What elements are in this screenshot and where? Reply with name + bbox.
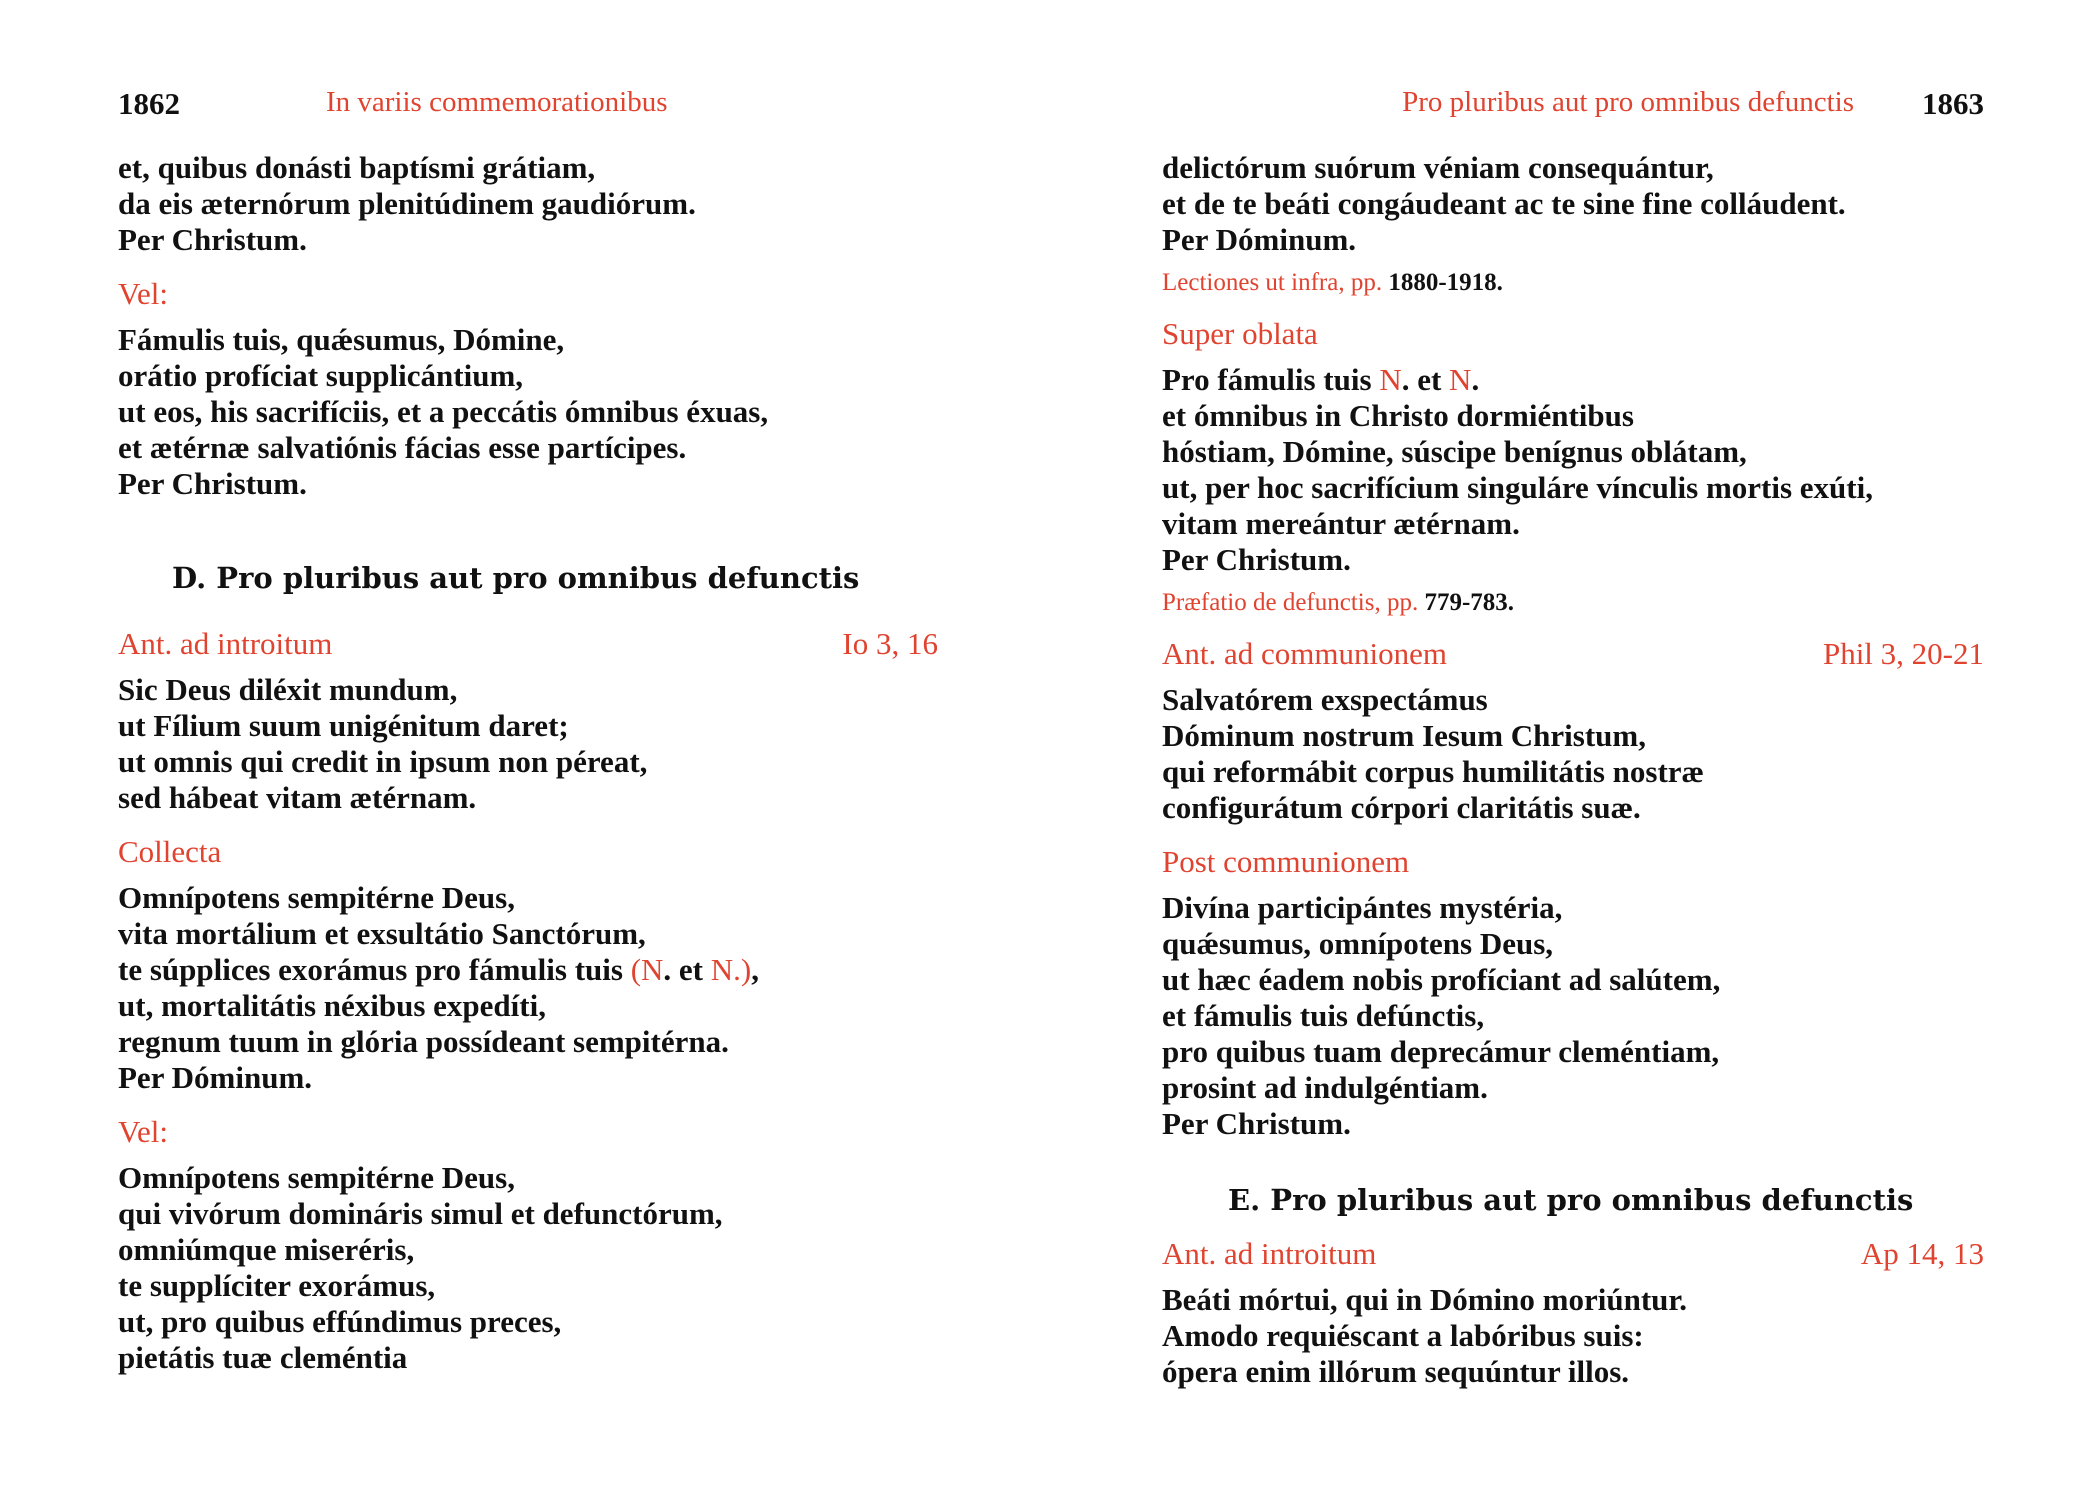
left-body: [118, 150, 938, 1376]
text-line: Per Dóminum.: [1162, 222, 1357, 257]
right-page: [1162, 0, 1984, 1500]
section-heading-d: D. Pro pluribus aut pro omnibus defunctis: [172, 561, 860, 595]
text-line: [118, 952, 938, 988]
post-communion-label: Post communionem: [1162, 844, 1410, 879]
text-line: vitam mereántur ætérnam.: [1162, 506, 1520, 541]
name-placeholder: N: [1379, 362, 1402, 397]
introit-reference: Io 3, 16: [842, 626, 938, 661]
text-segment: . et: [663, 952, 711, 987]
text-line: ut omnis qui credit in ipsum non péreat,: [118, 744, 648, 779]
praefatio-note: [1162, 588, 1984, 618]
text-line: quǽsumus, omnípotens Deus,: [1162, 926, 1554, 961]
text-line: Beáti mórtui, qui in Dómino moriúntur.: [1162, 1282, 1688, 1317]
text-line: pietátis tuæ cleméntia: [118, 1340, 408, 1375]
text-line: ópera enim illórum sequúntur illos.: [1162, 1354, 1630, 1389]
text-segment: ,: [751, 952, 759, 987]
introit-label-row: [118, 626, 938, 662]
post-communion-text: [1162, 890, 1984, 1142]
text-line: Dóminum nostrum Iesum Christum,: [1162, 718, 1646, 753]
name-placeholder: N.): [710, 952, 752, 987]
praefatio-pages: 779-783.: [1418, 589, 1515, 616]
lectiones-label: Lectiones ut infra, pp.: [1162, 269, 1383, 296]
left-page-number: 1862: [118, 86, 180, 121]
text-line: prosint ad indulgéntiam.: [1162, 1070, 1488, 1105]
text-line: ut hæc éadem nobis profíciant ad salútem,: [1162, 962, 1721, 997]
name-placeholder: (N: [630, 952, 664, 987]
prayer-continuation: [1162, 150, 1984, 258]
text-segment: . et: [1401, 362, 1450, 397]
communion-label-row: [1162, 636, 1984, 672]
text-line: delictórum suórum véniam consequántur,: [1162, 150, 1714, 185]
text-line: et ætérnæ salvatiónis fácias esse partícipes.: [118, 430, 687, 465]
text-line: Amodo requiéscant a labóribus suis:: [1162, 1318, 1644, 1353]
text-line: et fámulis tuis defúnctis,: [1162, 998, 1485, 1033]
introit-reference: Ap 14, 13: [1860, 1236, 1984, 1271]
super-oblata-text: [1162, 362, 1984, 578]
text-line: Divína participántes mystéria,: [1162, 890, 1563, 925]
text-line: et de te beáti congáudeant ac te sine fine colláudent.: [1162, 186, 1846, 221]
text-line: [1162, 362, 1984, 398]
alternative-collecta: [118, 1160, 938, 1376]
text-line: et, quibus donásti baptísmi grátiam,: [118, 150, 596, 185]
text-line: te supplíciter exorámus,: [118, 1268, 436, 1303]
text-segment: te súpplices exorámus pro fámulis tuis: [118, 952, 631, 987]
text-line: Fámulis tuis, quǽsumus, Dómine,: [118, 322, 565, 357]
text-line: da eis æternórum plenitúdinem gaudiórum.: [118, 186, 696, 221]
text-line: qui vivórum domináris simul et defunctórum,: [118, 1196, 723, 1231]
text-line: Per Christum.: [1162, 1106, 1351, 1141]
text-line: ut Fílium suum unigénitum daret;: [118, 708, 569, 743]
super-oblata-label: Super oblata: [1162, 316, 1318, 351]
vel-label: Vel:: [118, 276, 168, 311]
text-line: hóstiam, Dómine, súscipe benígnus oblátam,: [1162, 434, 1747, 469]
text-line: Sic Deus diléxit mundum,: [118, 672, 458, 707]
left-page: [118, 0, 938, 1500]
section-heading-e: E. Pro pluribus aut pro omnibus defunctis: [1228, 1183, 1914, 1217]
left-running-title: In variis commemorationibus: [326, 86, 668, 118]
text-line: configurátum córpori claritátis suæ.: [1162, 790, 1641, 825]
text-line: ut, per hoc sacrifícium singuláre vínculis mortis exúti,: [1162, 470, 1873, 505]
collecta-text: [118, 880, 938, 1096]
communion-reference: Phil 3, 20-21: [1822, 636, 1984, 671]
text-line: Per Christum.: [1162, 542, 1351, 577]
text-line: vita mortálium et exsultátio Sanctórum,: [118, 916, 646, 951]
alternative-prayer: [118, 322, 938, 502]
introit-label: Ant. ad introitum: [1162, 1236, 1377, 1271]
text-line: sed hábeat vitam ætérnam.: [118, 780, 477, 815]
text-line: orátio profíciat supplicántium,: [118, 358, 524, 393]
introit-text: [118, 672, 938, 816]
text-segment: Pro fámulis tuis: [1162, 362, 1380, 397]
right-running-head: [1162, 80, 1984, 130]
text-line: ut, pro quibus effúndimus preces,: [118, 1304, 562, 1339]
text-line: qui reformábit corpus humilitátis nostræ: [1162, 754, 1704, 789]
right-running-title: Pro pluribus aut pro omnibus defunctis: [1402, 86, 1854, 118]
right-body: [1162, 150, 1984, 1390]
praefatio-label: Præfatio de defunctis, pp.: [1162, 589, 1419, 616]
text-line: Per Christum.: [118, 466, 307, 501]
text-line: Salvatórem exspectámus: [1162, 682, 1488, 717]
text-line: regnum tuum in glória possídeant sempitérna.: [118, 1024, 729, 1059]
introit-text: [1162, 1282, 1984, 1390]
text-line: Omnípotens sempitérne Deus,: [118, 1160, 515, 1195]
text-line: omniúmque miseréris,: [118, 1232, 415, 1267]
text-line: et ómnibus in Christo dormiéntibus: [1162, 398, 1634, 433]
text-segment: .: [1471, 362, 1480, 397]
text-line: pro quibus tuam deprecámur cleméntiam,: [1162, 1034, 1720, 1069]
lectiones-pages: 1880-1918.: [1382, 269, 1503, 296]
introit-label-row: [1162, 1236, 1984, 1272]
text-line: Per Christum.: [118, 222, 307, 257]
collecta-label: Collecta: [118, 834, 222, 869]
text-line: Per Dóminum.: [118, 1060, 313, 1095]
text-line: ut, mortalitátis néxibus expedíti,: [118, 988, 546, 1023]
right-page-number: 1863: [1922, 86, 1984, 121]
text-line: ut eos, his sacrifíciis, et a peccátis ómnibus éxuas,: [118, 394, 769, 429]
communion-label: Ant. ad communionem: [1162, 636, 1447, 671]
left-running-head: [118, 80, 938, 130]
name-placeholder: N: [1449, 362, 1472, 397]
lectiones-note: [1162, 268, 1984, 298]
communion-text: [1162, 682, 1984, 826]
prayer-continuation: [118, 150, 938, 258]
introit-label: Ant. ad introitum: [118, 626, 333, 661]
vel-label: Vel:: [118, 1114, 168, 1149]
text-line: Omnípotens sempitérne Deus,: [118, 880, 515, 915]
